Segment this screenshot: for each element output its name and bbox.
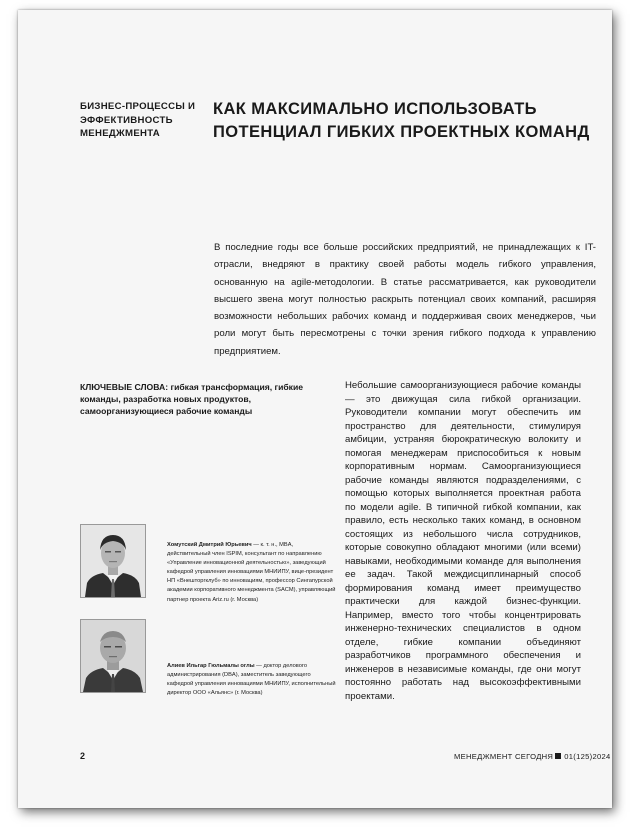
author-photo-1 — [80, 524, 146, 598]
journal-footer — [454, 752, 611, 761]
article-title: КАК МАКСИМАЛЬНО ИСПОЛЬЗОВАТЬ ПОТЕНЦИАЛ ГИБКИХ ПРОЕКТНЫХ КОМАНД — [213, 100, 590, 141]
journal-page — [18, 10, 612, 808]
article-body: Небольшие самоорганизующиеся рабочие команды — это движущая сила гибкой организации. Руководители компании могут обеспечить им пространство для деятельности, стимулируя амбиции, устраняя бюрократическую волокиту и помогая менеджерам приспособиться к новым корпоративным нормам. Самоорганизующиеся рабочие команды являются подразделениями, с помощью которых выполняется проектная работа по модели agile. В типичной гибкой компании, как правило, есть несколько таких команд, в основном состоящих из небольшого числа сотрудников, которые совокупно обладают многими (или всеми) навыками, необходимыми команде для выполнения ее задач. Такой междисциплинарный способ формирования команд имеет преимущество практически для каждой бизнес-функции. Например, вместо того чтобы концентрировать инженерно-технических специалистов в одном отделе, гибкие компании объединяют разработчиков программного обеспечения и инженеров в независимые команды, где они могут постоянно работать над высокоэффективными проектами. — [345, 380, 581, 702]
square-bullet-icon — [555, 753, 561, 759]
section-label: БИЗНЕС-ПРОЦЕССЫ И ЭФФЕКТИВНОСТЬ МЕНЕДЖМЕНТА — [80, 101, 196, 139]
author-name-2: Алиев Ильгар Гюльмалы оглы — [167, 663, 255, 669]
page-number: 2 — [80, 751, 86, 761]
author-photo-2 — [80, 619, 146, 693]
keywords-label: КЛЮЧЕВЫЕ СЛОВА: — [80, 382, 169, 392]
author-description-2: — доктор делового администрирования (DBA), заместитель заведующего кафедрой управления инновациями МНИИПУ, исполнительный директор ООО «Альянс» (г. Москва) — [167, 663, 336, 697]
author-description-1: — к. т. н., MBA, действительный член ISPIM, консультант по направлению «Управление инновационной деятельностью», заведующий кафедрой управления инновациями МНИИПУ, вице-президент НП «Внешторгклуб» по инновациям, профессор Сингапурской академии корпоративного менеджмента (SACM), управляющий партнер проекта Ariz.ru (г. Москва) — [167, 542, 336, 603]
keywords-text: гибкая трансформация, гибкие команды, разработка новых продуктов, самоорганизующиеся рабочие команды — [80, 382, 304, 417]
author-name-1: Хомутский Дмитрий Юрьевич — [167, 542, 252, 548]
article-abstract: В последние годы все больше российских предприятий, не принадлежащих к IT-отрасли, внедряют в практику своей работы модель гибкого управления, основанную на agile-методологии. В статье рассматривается, как руководители высшего звена могут полностью раскрыть потенциал своих компаний, расширяя возможности небольших рабочих команд и поддерживая своих менеджеров, чьи роли могут быть пересмотрены с точки зрения гибкого подхода к управлению предприятием. — [214, 242, 596, 357]
journal-issue: 01(125)2024 — [564, 752, 611, 761]
keywords-block — [80, 381, 342, 418]
author-bio-2 — [167, 662, 337, 698]
journal-name: МЕНЕДЖМЕНТ СЕГОДНЯ — [454, 752, 554, 761]
author-bio-1 — [167, 541, 337, 605]
